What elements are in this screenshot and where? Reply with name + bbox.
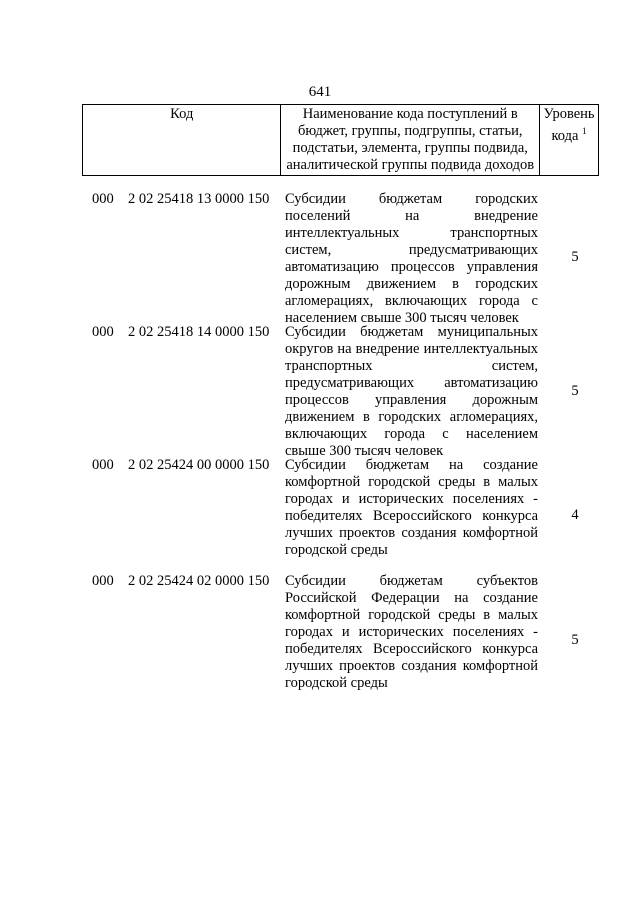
row-description: Субсидии бюджетам субъектов Российской Федерации на создание комфортной городской среды в малых городах и исторических поселениях - победителях Всероссийского конкурса лучших проектов создания комфортной городской среды	[285, 573, 538, 691]
header-level-wrap	[542, 106, 596, 145]
row-description: Субсидии бюджетам на создание комфортной городской среды в малых городах и исторических поселениях - победителях Всероссийского конкурса лучших проектов создания комфортной городской среды	[285, 457, 538, 558]
row-prefix: 000	[92, 191, 114, 207]
row-prefix: 000	[92, 457, 114, 473]
table-header	[82, 104, 599, 176]
header-name-cell	[281, 105, 540, 176]
row-code: 2 02 25418 13 0000 150	[128, 191, 270, 207]
row-level: 5	[571, 249, 579, 265]
header-code-cell	[83, 105, 281, 176]
header-name-label: Наименование кода поступлений в бюджет, группы, подгруппы, статьи, подстатьи, элемента, группы подвида, аналитической группы подвида доходов	[286, 106, 535, 173]
row-description: Субсидии бюджетам городских поселений на внедрение интеллектуальных транспортных систем, предусматривающих автоматизацию процессов управления дорожным движением в городских агломерациях, включающих города с населением свыше 300 тысяч человек	[285, 191, 538, 326]
row-level: 4	[571, 507, 579, 523]
row-prefix: 000	[92, 324, 114, 340]
row-level: 5	[571, 632, 579, 648]
row-code: 2 02 25424 00 0000 150	[128, 457, 270, 473]
row-level: 5	[571, 383, 579, 399]
page-number: 641	[308, 84, 332, 100]
header-code-label: Код	[170, 106, 194, 122]
row-description: Субсидии бюджетам муниципальных округов на внедрение интеллектуальных транспортных систем, предусматривающих автоматизацию процессов управления дорожным движением в городских агломерациях, включающих города с населением свыше 300 тысяч человек	[285, 324, 538, 459]
row-prefix: 000	[92, 573, 114, 589]
row-code: 2 02 25424 02 0000 150	[128, 573, 270, 589]
header-level-footnote: 1	[582, 126, 587, 136]
header-level-cell	[540, 105, 599, 176]
header-level-label: Уровень кода	[543, 106, 595, 144]
row-code: 2 02 25418 14 0000 150	[128, 324, 270, 340]
